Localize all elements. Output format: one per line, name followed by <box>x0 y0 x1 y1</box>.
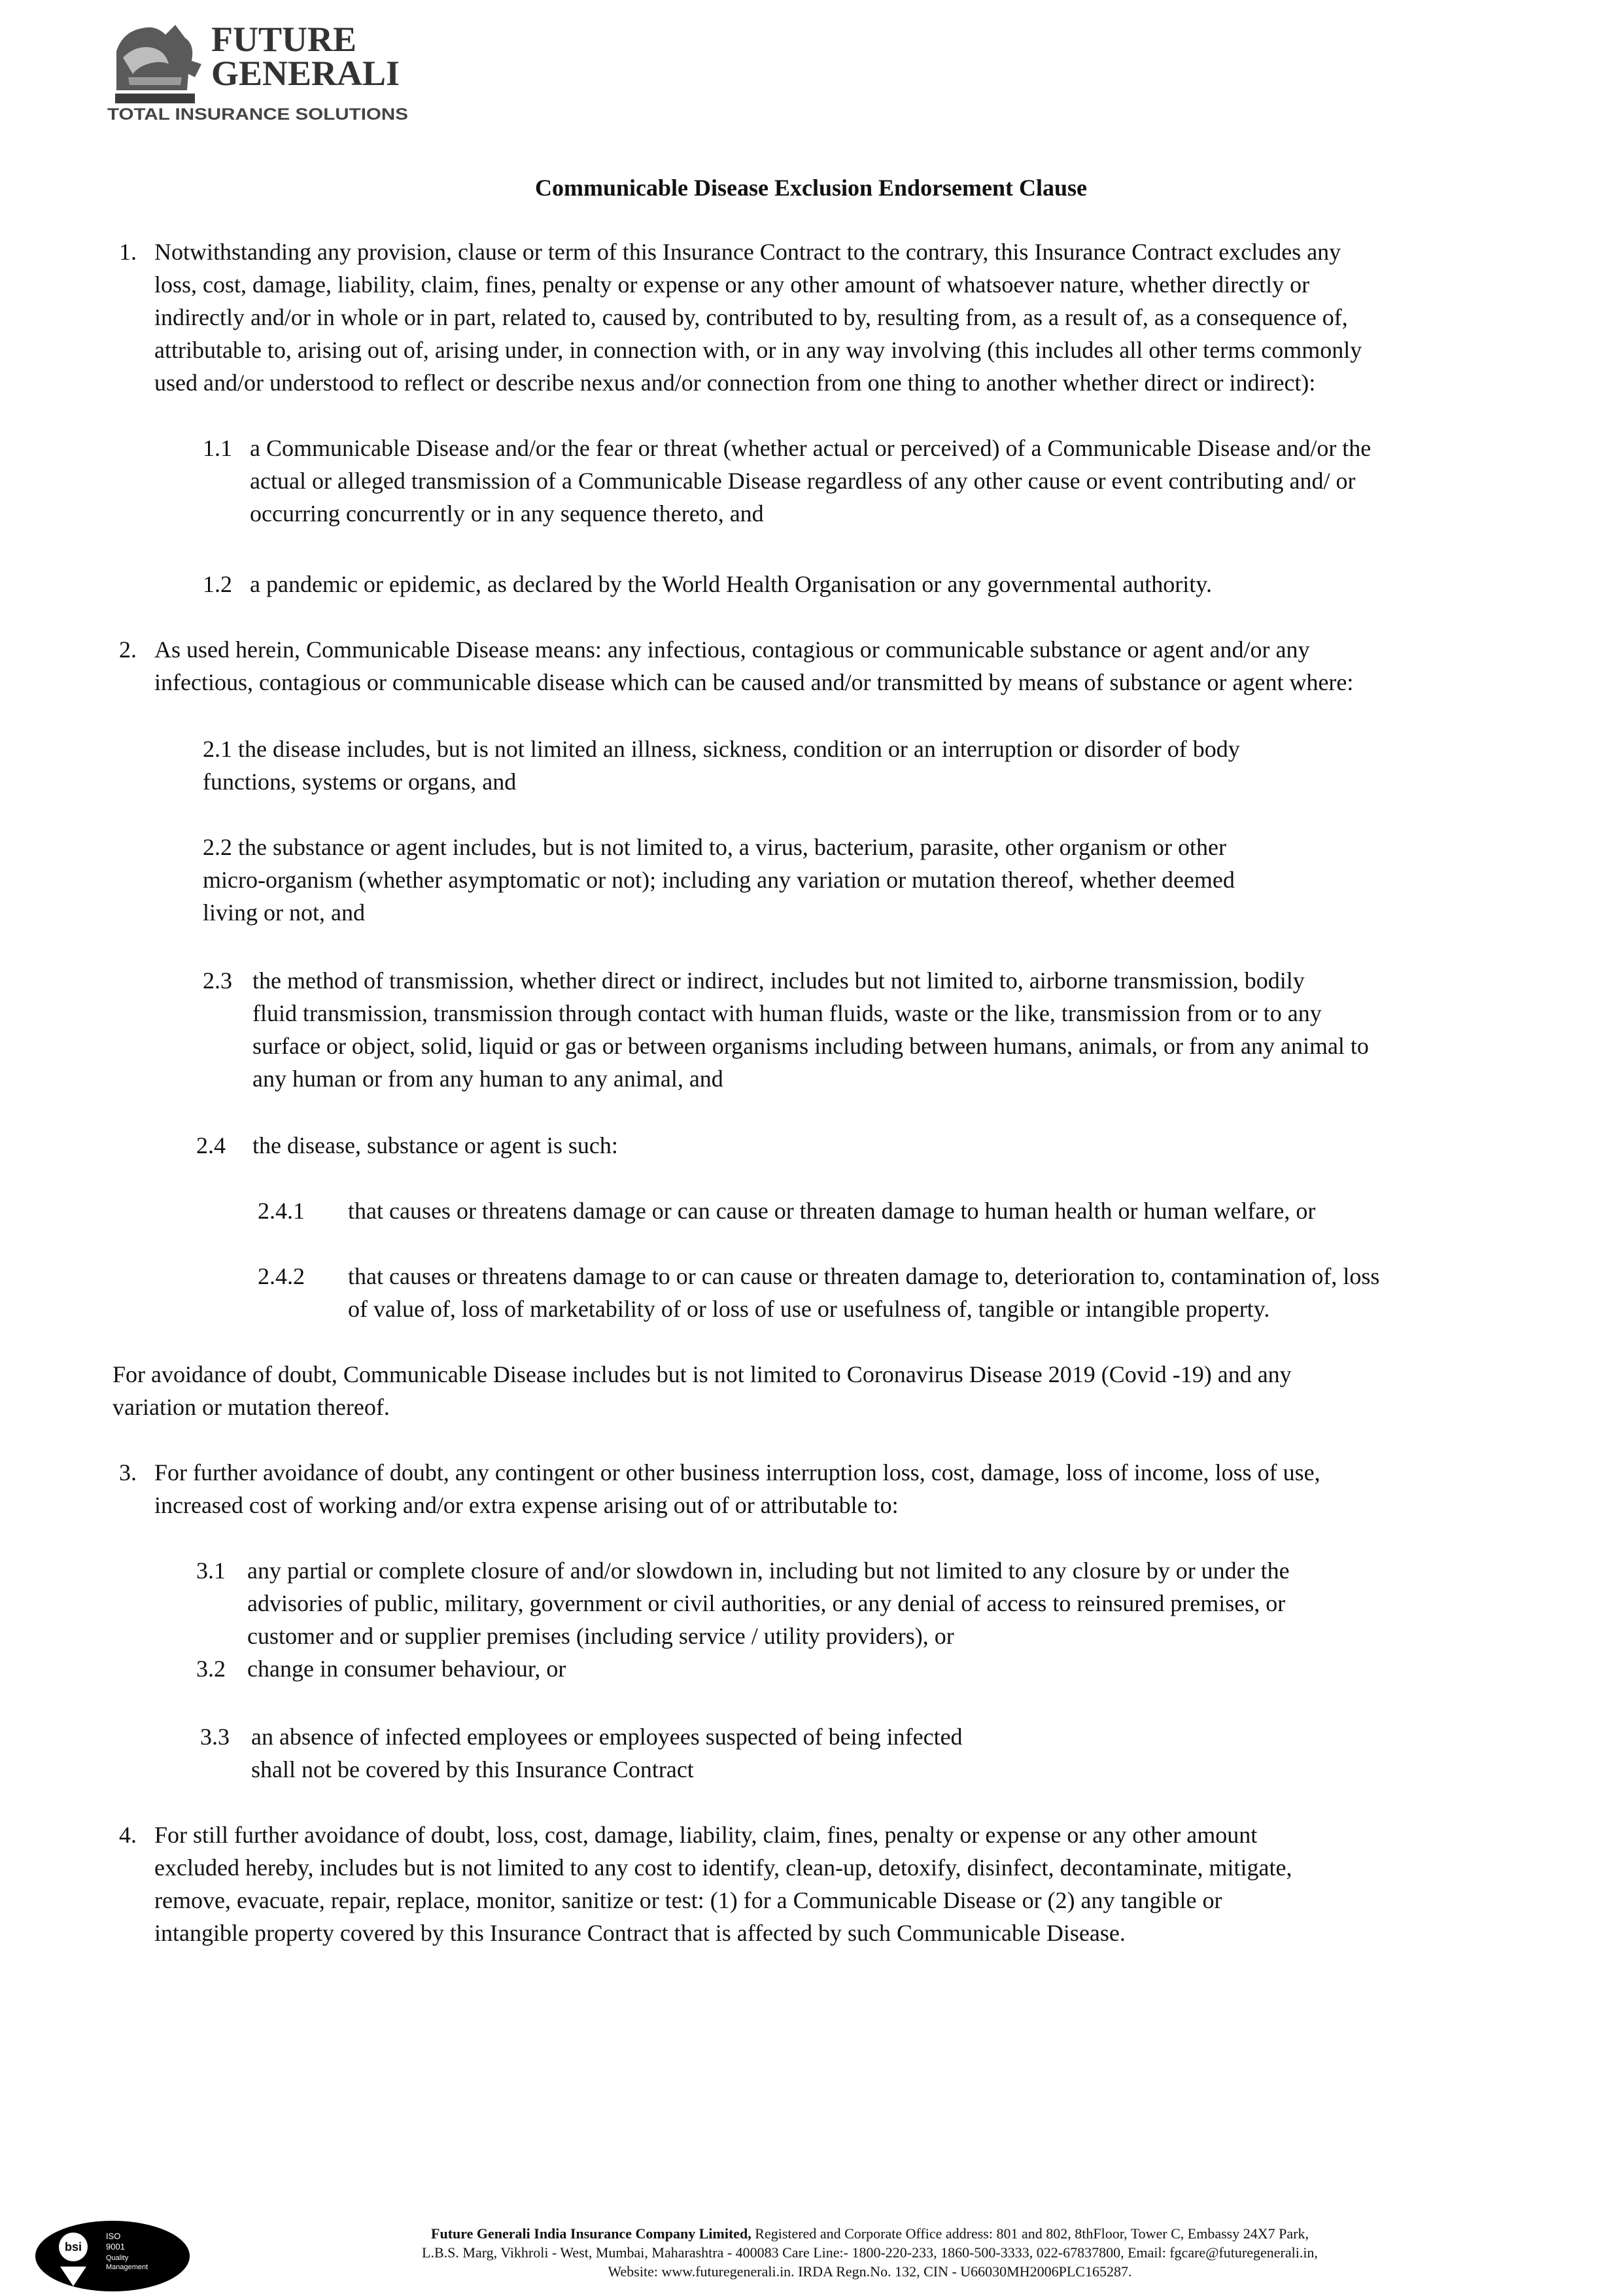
clause-3-2-text: change in consumer behaviour, or <box>247 1656 566 1682</box>
clause-2-1-text: 2.1 the disease includes, but is not limited an illness, sickness, condition or an interruption or disorder of body functions, systems or organs, and <box>203 736 1240 795</box>
page-footer <box>216 2224 1524 2281</box>
clause-3-number: 3. <box>119 1459 137 1486</box>
svg-text:bsi: bsi <box>64 2240 82 2253</box>
clause-2-4-number: 2.4 <box>196 1132 226 1158</box>
clause-2-2-text: 2.2 the substance or agent includes, but is not limited to, a virus, bacterium, parasite, other organism or other micro-organism (whether asymptomatic or not); including any variation or mutation thereof, whether deemed living or not, and <box>203 834 1235 926</box>
clause-1-text: Notwithstanding any provision, clause or term of this Insurance Contract to the contrary, this Insurance Contract excludes any loss, cost, damage, liability, claim, fines, penalty or expense or any other amount of whatsoever nature, whether directly or indirectly and/or in whole or in part, related to, caused by, contributed to by, resulting from, as a result of, as a consequence of, attributable to, arising out of, arising under, in connection with, or in any way involving (this includes all other terms commonly used and/or understood to reflect or describe nexus and/or connection from one thing to another whether direct or indirect): <box>154 239 1362 396</box>
company-logo <box>103 12 417 123</box>
avoidance-paragraph: For avoidance of doubt, Communicable Disease includes but is not limited to Coronavirus Disease 2019 (Covid -19) and any variation or mutation thereof. <box>112 1361 1292 1420</box>
clause-3-1-text: any partial or complete closure of and/or slowdown in, including but not limited to any closure by or under the advisories of public, military, government or civil authorities, or any denial of access to reinsured premises, or customer and or supplier premises (including service / utility providers), or <box>247 1557 1290 1649</box>
clause-3-2-number: 3.2 <box>196 1656 226 1682</box>
footer-line-3: Website: www.futuregenerali.in. IRDA Regn.No. 132, CIN - U66030MH2006PLC165287. <box>608 2263 1132 2280</box>
document-title: Communicable Disease Exclusion Endorsement Clause <box>534 175 1088 201</box>
bsi-iso-9001-icon <box>34 2219 191 2293</box>
lion-logo-icon <box>103 12 417 123</box>
clause-3-3-number: 3.3 <box>200 1724 230 1750</box>
clause-2-3-number: 2.3 <box>203 967 232 994</box>
clause-2-4-2-number: 2.4.2 <box>258 1263 305 1289</box>
bsi-certification-badge <box>34 2219 191 2293</box>
svg-text:ISO: ISO <box>106 2231 121 2241</box>
svg-text:TOTAL INSURANCE SOLUTIONS: TOTAL INSURANCE SOLUTIONS <box>107 105 408 123</box>
clause-2-text: As used herein, Communicable Disease means: any infectious, contagious or communicable substance or agent and/or any infectious, contagious or communicable disease which can be caused and/or transmitted by means of substance or agent where: <box>154 636 1354 695</box>
clause-1-number: 1. <box>119 239 137 265</box>
clause-1-2-number: 1.2 <box>203 571 232 597</box>
clause-1-1-number: 1.1 <box>203 435 232 461</box>
footer-line-2: L.B.S. Marg, Vikhroli - West, Mumbai, Maharashtra - 400083 Care Line:- 1800-220-233, 1860-500-3333, 022-67837800, Email: fgcare@futuregenerali.in, <box>422 2244 1318 2261</box>
clause-2-4-2-text: that causes or threatens damage to or can cause or threaten damage to, deterioration to, contamination of, loss of value of, loss of marketability of or loss of use or usefulness of, tangible or intangible property. <box>348 1263 1380 1322</box>
clause-1-2-text: a pandemic or epidemic, as declared by the World Health Organisation or any governmental authority. <box>250 571 1212 597</box>
clause-2-4-1-number: 2.4.1 <box>258 1198 305 1224</box>
svg-text:FUTURE: FUTURE <box>211 20 357 59</box>
clause-1-1-text: a Communicable Disease and/or the fear or threat (whether actual or perceived) of a Communicable Disease and/or the actual or alleged transmission of a Communicable Disease regardless of any other cause or event contributing and/ or occurring concurrently or in any sequence thereto, and <box>250 435 1372 527</box>
clause-4-text: For still further avoidance of doubt, loss, cost, damage, liability, claim, fines, penalty or expense or any other amount excluded hereby, includes but is not limited to any cost to identify, clean-up, detoxify, disinfect, decontaminate, mitigate, remove, evacuate, repair, replace, monitor, sanitize or test: (1) for a Communicable Disease or (2) any tangible or intangible property covered by this Insurance Contract that is affected by such Communicable Disease. <box>154 1822 1292 1946</box>
footer-line-1: Future Generali India Insurance Company Limited, Registered and Corporate Office address: 801 and 802, 8thFloor, Tower C, Embassy 24X7 Park, <box>431 2225 1309 2242</box>
clause-2-3-text: the method of transmission, whether direct or indirect, includes but not limited to, airborne transmission, bodily fluid transmission, transmission through contact with human fluids, waste or the like, transmission from or to any surface or object, solid, liquid or gas or between organisms including between humans, animals, or from any animal to any human or from any human to any animal, and <box>252 967 1369 1092</box>
footer-company-name: Future Generali India Insurance Company Limited, <box>431 2225 751 2242</box>
clause-3-text: For further avoidance of doubt, any contingent or other business interruption loss, cost, damage, loss of income, loss of use, increased cost of working and/or extra expense arising out of or attributable to: <box>154 1459 1320 1518</box>
clause-3-3-text: an absence of infected employees or employees suspected of being infected shall not be covered by this Insurance Contract <box>251 1724 963 1783</box>
svg-text:9001: 9001 <box>106 2242 125 2252</box>
clause-2-4-text: the disease, substance or agent is such: <box>252 1132 618 1158</box>
clause-2-number: 2. <box>119 636 137 663</box>
svg-text:Quality: Quality <box>106 2254 129 2262</box>
svg-text:GENERALI: GENERALI <box>211 54 400 93</box>
clause-2-4-1-text: that causes or threatens damage or can cause or threaten damage to human health or human welfare, or <box>348 1198 1316 1224</box>
clause-3-1-number: 3.1 <box>196 1557 226 1584</box>
clause-4-number: 4. <box>119 1822 137 1848</box>
svg-text:Management: Management <box>106 2263 148 2271</box>
